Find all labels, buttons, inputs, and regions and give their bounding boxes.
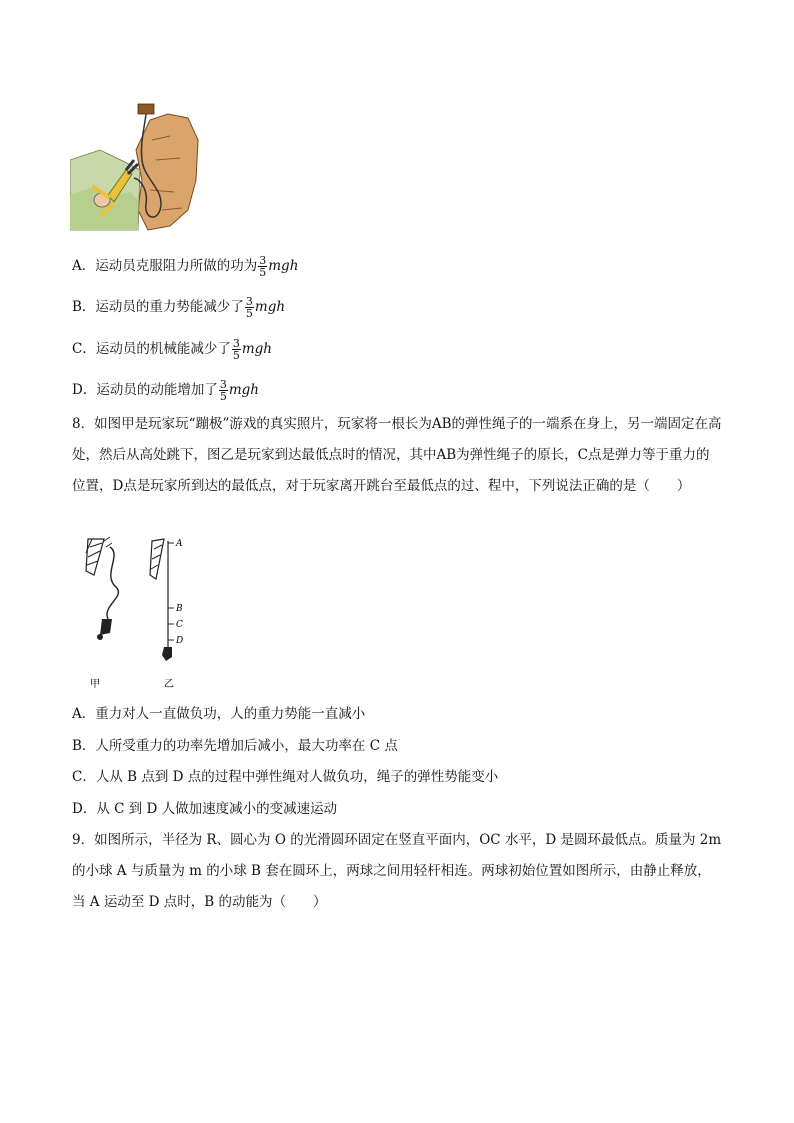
q8-stem: 8．如图甲是玩家玩“蹦极”游戏的真实照片，玩家将一根长为AB的弹性绳子的一端系在身上，另一端固定在高处，然后从高处跳下，图乙是玩家到达最低点时的情况，其中AB为弹性绳子的原长，C点是弹力等于重力的位置，D点是玩家所到达的最低点，对于玩家离开跳台至最低点的过、程中，下列说法正确的是（ ） — [72, 416, 722, 494]
fraction: $\frac{3}{5}$ — [219, 378, 227, 403]
fraction: $\frac{3}{5}$ — [232, 337, 240, 362]
option-text: C．运动员的机械能减少了 — [72, 341, 231, 357]
option-text: D．运动员的动能增加了 — [72, 382, 218, 398]
q8-option-d: D．从 C 到 D 人做加速度减小的变减速运动 — [72, 801, 338, 817]
q7-option-d: D．运动员的动能增加了 $\frac{3}{5}$ mgh — [72, 378, 259, 403]
label-c: C — [176, 620, 183, 630]
option-text: B．运动员的重力势能减少了 — [72, 299, 244, 315]
q7-option-a: A．运动员克服阻力所做的功为 $\frac{3}{5}$ mgh — [72, 254, 299, 279]
label-jia: 甲 — [90, 679, 100, 690]
bungee-figure — [82, 535, 212, 695]
q8-option-b: B．人所受重力的功率先增加后减小，最大功率在 C 点 — [72, 738, 398, 754]
fraction: $\frac{3}{5}$ — [245, 295, 253, 320]
fraction: $\frac{3}{5}$ — [259, 254, 267, 279]
q9-stem: 9．如图所示，半径为 R、圆心为 O 的光滑圆环固定在竖直平面内，OC 水平，D 是圆环最低点。质量为 2m 的小球 A 与质量为 m 的小球 B 套在圆环上，两球之间用轻杆相连。两球初始位置如图所示，由静止释放，当 A 运动至 D 点时，B 的动能为（ ） — [72, 832, 722, 910]
q7-option-c: C．运动员的机械能减少了 $\frac{3}{5}$ mgh — [72, 337, 272, 362]
q7-option-b: B．运动员的重力势能减少了 $\frac{3}{5}$ mgh — [72, 295, 286, 320]
q8-option-c: C．人从 B 点到 D 点的过程中弹性绳对人做负功，绳子的弹性势能变小 — [72, 769, 499, 785]
q8-option-a: A．重力对人一直做负功，人的重力势能一直减小 — [72, 706, 366, 722]
bungee-cliff-illustration — [70, 100, 202, 232]
label-d: D — [176, 636, 184, 646]
label-b: B — [176, 604, 183, 614]
label-yi: 乙 — [164, 679, 174, 690]
option-text: A．运动员克服阻力所做的功为 — [72, 258, 258, 274]
label-a: A — [176, 539, 183, 549]
